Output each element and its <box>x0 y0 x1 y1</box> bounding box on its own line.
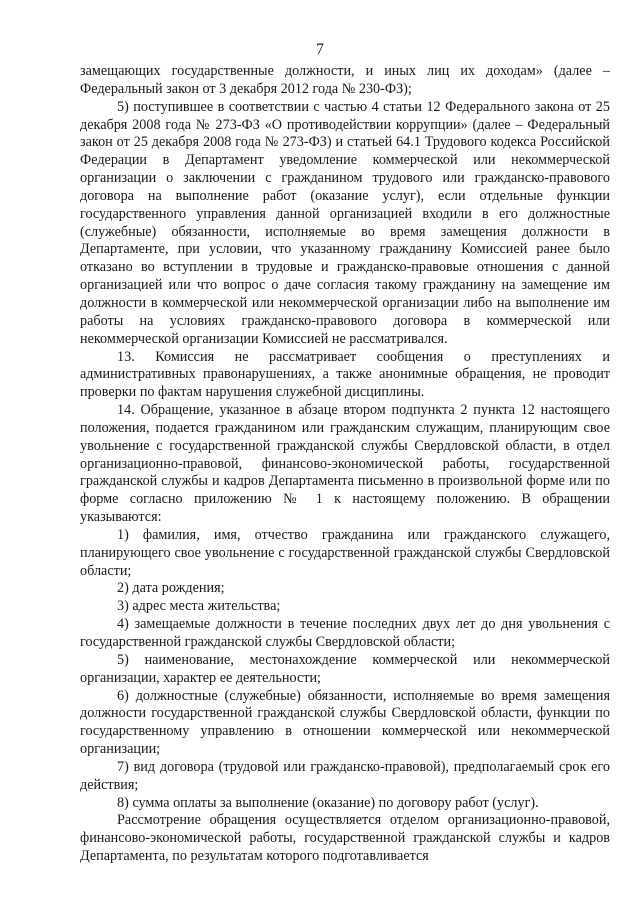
list-item-2: 2) дата рождения; <box>117 580 225 597</box>
list-item-6: 6) должностные (служебные) обязанности, исполняемые во время замещения должности государственной гражданской службы Свердловской области, функции по государственному управлению в отношении коммерческой или некоммерческой организации; <box>80 687 610 758</box>
page-number: 7 <box>316 41 324 58</box>
paragraph-section-14: 14. Обращение, указанное в абзаце втором подпункта 2 пункта 12 настоящего положения, подается гражданином или гражданским служащим, планирующим свое увольнение с государственной гражданской службы Свердловской области, в отдел организационно-правовой, финансово-экономической работы, государственной гражданской службы и кадров Департамента письменно в произвольной форме или по форме согласно приложению № 1 к настоящему положению. В обращении указываются: <box>80 402 610 526</box>
list-item-4: 4) замещаемые должности в течение последних двух лет до дня увольнения с государственной гражданской службы Свердловской области; <box>80 616 610 650</box>
paragraph-review: Рассмотрение обращения осуществляется отделом организационно-правовой, финансово-экономической работы, государственной гражданской службы и кадров Департамента, по результатам которого подготавливается <box>80 812 610 865</box>
list-item-3: 3) адрес места жительства; <box>117 598 281 615</box>
list-item-8: 8) сумма оплаты за выполнение (оказание) по договору работ (услуг). <box>117 794 539 811</box>
paragraph-item-5: 5) поступившее в соответствии с частью 4 статьи 12 Федерального закона от 25 декабря 2008 года № 273-ФЗ «О противодействии коррупции» (далее – Федеральный закон от 25 декабря 2008 года № 273-ФЗ) и статьей 64.1 Трудового кодекса Российской Федерации в Департамент уведомление коммерческой или некоммерческой организации о заключении с гражданином трудового или гражданско-правового договора на выполнение работ (оказание услуг), если отдельные функции государственного управления данной организацией входили в его должностные (служебные) обязанности, исполняемые во время замещения должности в Департаменте, при условии, что указанному гражданину Комиссией ранее было отказано во вступлении в трудовые и гражданско-правовые отношения с данной организацией или что вопрос о даче согласия такому гражданину на замещение им должности в коммерческой или некоммерческой организации либо на выполнение им работы на условиях гражданско-правового договора в коммерческой или некоммерческой организации Комиссией не рассматривался. <box>80 98 610 347</box>
paragraph-section-13: 13. Комиссия не рассматривает сообщения о преступлениях и административных правонарушениях, а также анонимные обращения, не проводит проверки по фактам нарушения служебной дисциплины. <box>80 348 610 401</box>
list-item-1: 1) фамилия, имя, отчество гражданина или гражданского служащего, планирующего свое увольнение с государственной гражданской службы Свердловской области; <box>80 526 610 579</box>
document-body <box>80 63 610 866</box>
paragraph-continuation: замещающих государственные должности, и иных лиц их доходам» (далее – Федеральный закон от 3 декабря 2012 года № 230-ФЗ); <box>80 63 610 97</box>
list-item-7: 7) вид договора (трудовой или гражданско-правовой), предполагаемый срок его действия; <box>80 758 610 793</box>
list-item-5: 5) наименование, местонахождение коммерческой или некоммерческой организации, характер ее деятельности; <box>80 651 610 686</box>
